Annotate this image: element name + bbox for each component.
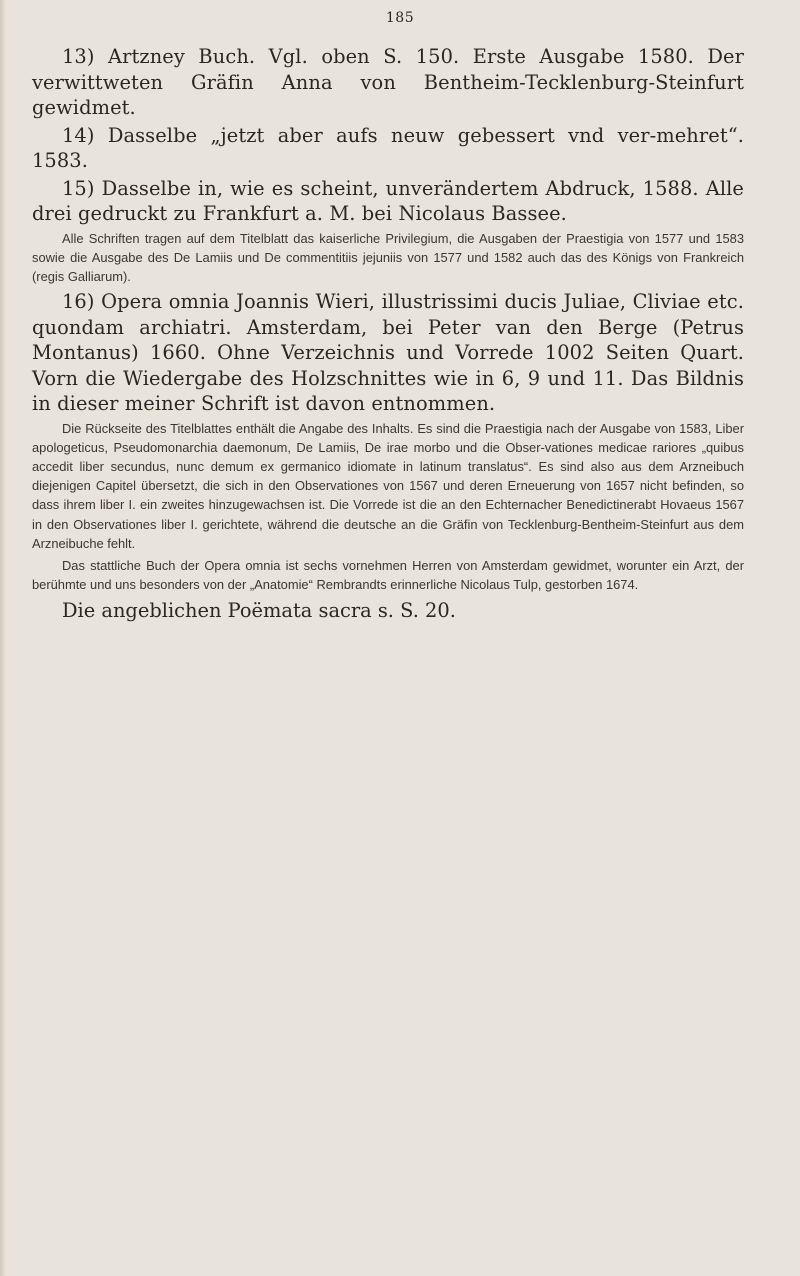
entry-16-note-1: Die Rückseite des Titelblattes enthält die Angabe des Inhalts. Es sind die Praestigia nach der Ausgabe von 1583, Liber apologeticus, Pseudomonarchia daemonum, De Lamiis, De irae morbo und die Obser-vationes medicae rariores „quibus accedit liber secundus, nunc demum ex germanico idiomate in latinum translatus“. Es sind also aus dem Arzneibuch diejenigen Capitel übersetzt, die sich in den Observationes von 1567 und deren Erneuerung von 1657 nicht befinden, so dass ihrem liber I. ein zweites hinzugewachsen ist. Die Vorrede ist die an den Echternacher Benedictinerabt Hovaeus 1567 in den Observationes liber I. gerichtete, während die deutsche an die Gräfin von Tecklenburg-Bentheim-Steinfurt aus dem Arzneibuche fehlt. bbox=[32, 420, 744, 551]
entry-15: 15) Dasselbe in, wie es scheint, unverändertem Abdruck, 1588. Alle drei gedruckt zu Frankfurt a. M. bei Nicolaus Bassee. bbox=[32, 176, 744, 225]
entry-16: 16) Opera omnia Joannis Wieri, illustrissimi ducis Juliae, Cliviae etc. quondam archiatri. Amsterdam, bei Peter van den Berge (Petrus Montanus) 1660. Ohne Verzeichnis und Vorrede 1002 Seiten Quart. Vorn die Wiedergabe des Holzschnittes wie in 6, 9 und 11. Das Bildnis in dieser meiner Schrift ist davon entnommen. bbox=[32, 290, 744, 416]
page-number: 185 bbox=[385, 10, 415, 26]
closing-line: Die angeblichen Poëmata sacra s. S. 20. bbox=[62, 599, 456, 623]
entry-15-note: Alle Schriften tragen auf dem Titelblatt das kaiserliche Privilegium, die Ausgaben der Praestigia von 1577 und 1583 sowie die Ausgabe des De Lamiis und De commentitiis jejuniis von 1577 und 1582 auch das des Königs von Frankreich (regis Galliarum). bbox=[32, 230, 744, 284]
entry-14: 14) Dasselbe „jetzt aber aufs neuw gebessert vnd ver-mehret“. 1583. bbox=[32, 123, 744, 172]
text-block bbox=[32, 44, 744, 624]
entry-16-note-2: Das stattliche Buch der Opera omnia ist sechs vornehmen Herren von Amsterdam gewidmet, worunter ein Arzt, der berühmte und uns besonders von der „Anatomie“ Rembrandts erinnerliche Nicolaus Tulp, gestorben 1674. bbox=[32, 558, 744, 593]
page-edge bbox=[0, 0, 6, 1276]
entry-13: 13) Artzney Buch. Vgl. oben S. 150. Erste Ausgabe 1580. Der verwittweten Gräfin Anna von Bentheim-Tecklenburg-Steinfurt gewidmet. bbox=[32, 45, 744, 119]
